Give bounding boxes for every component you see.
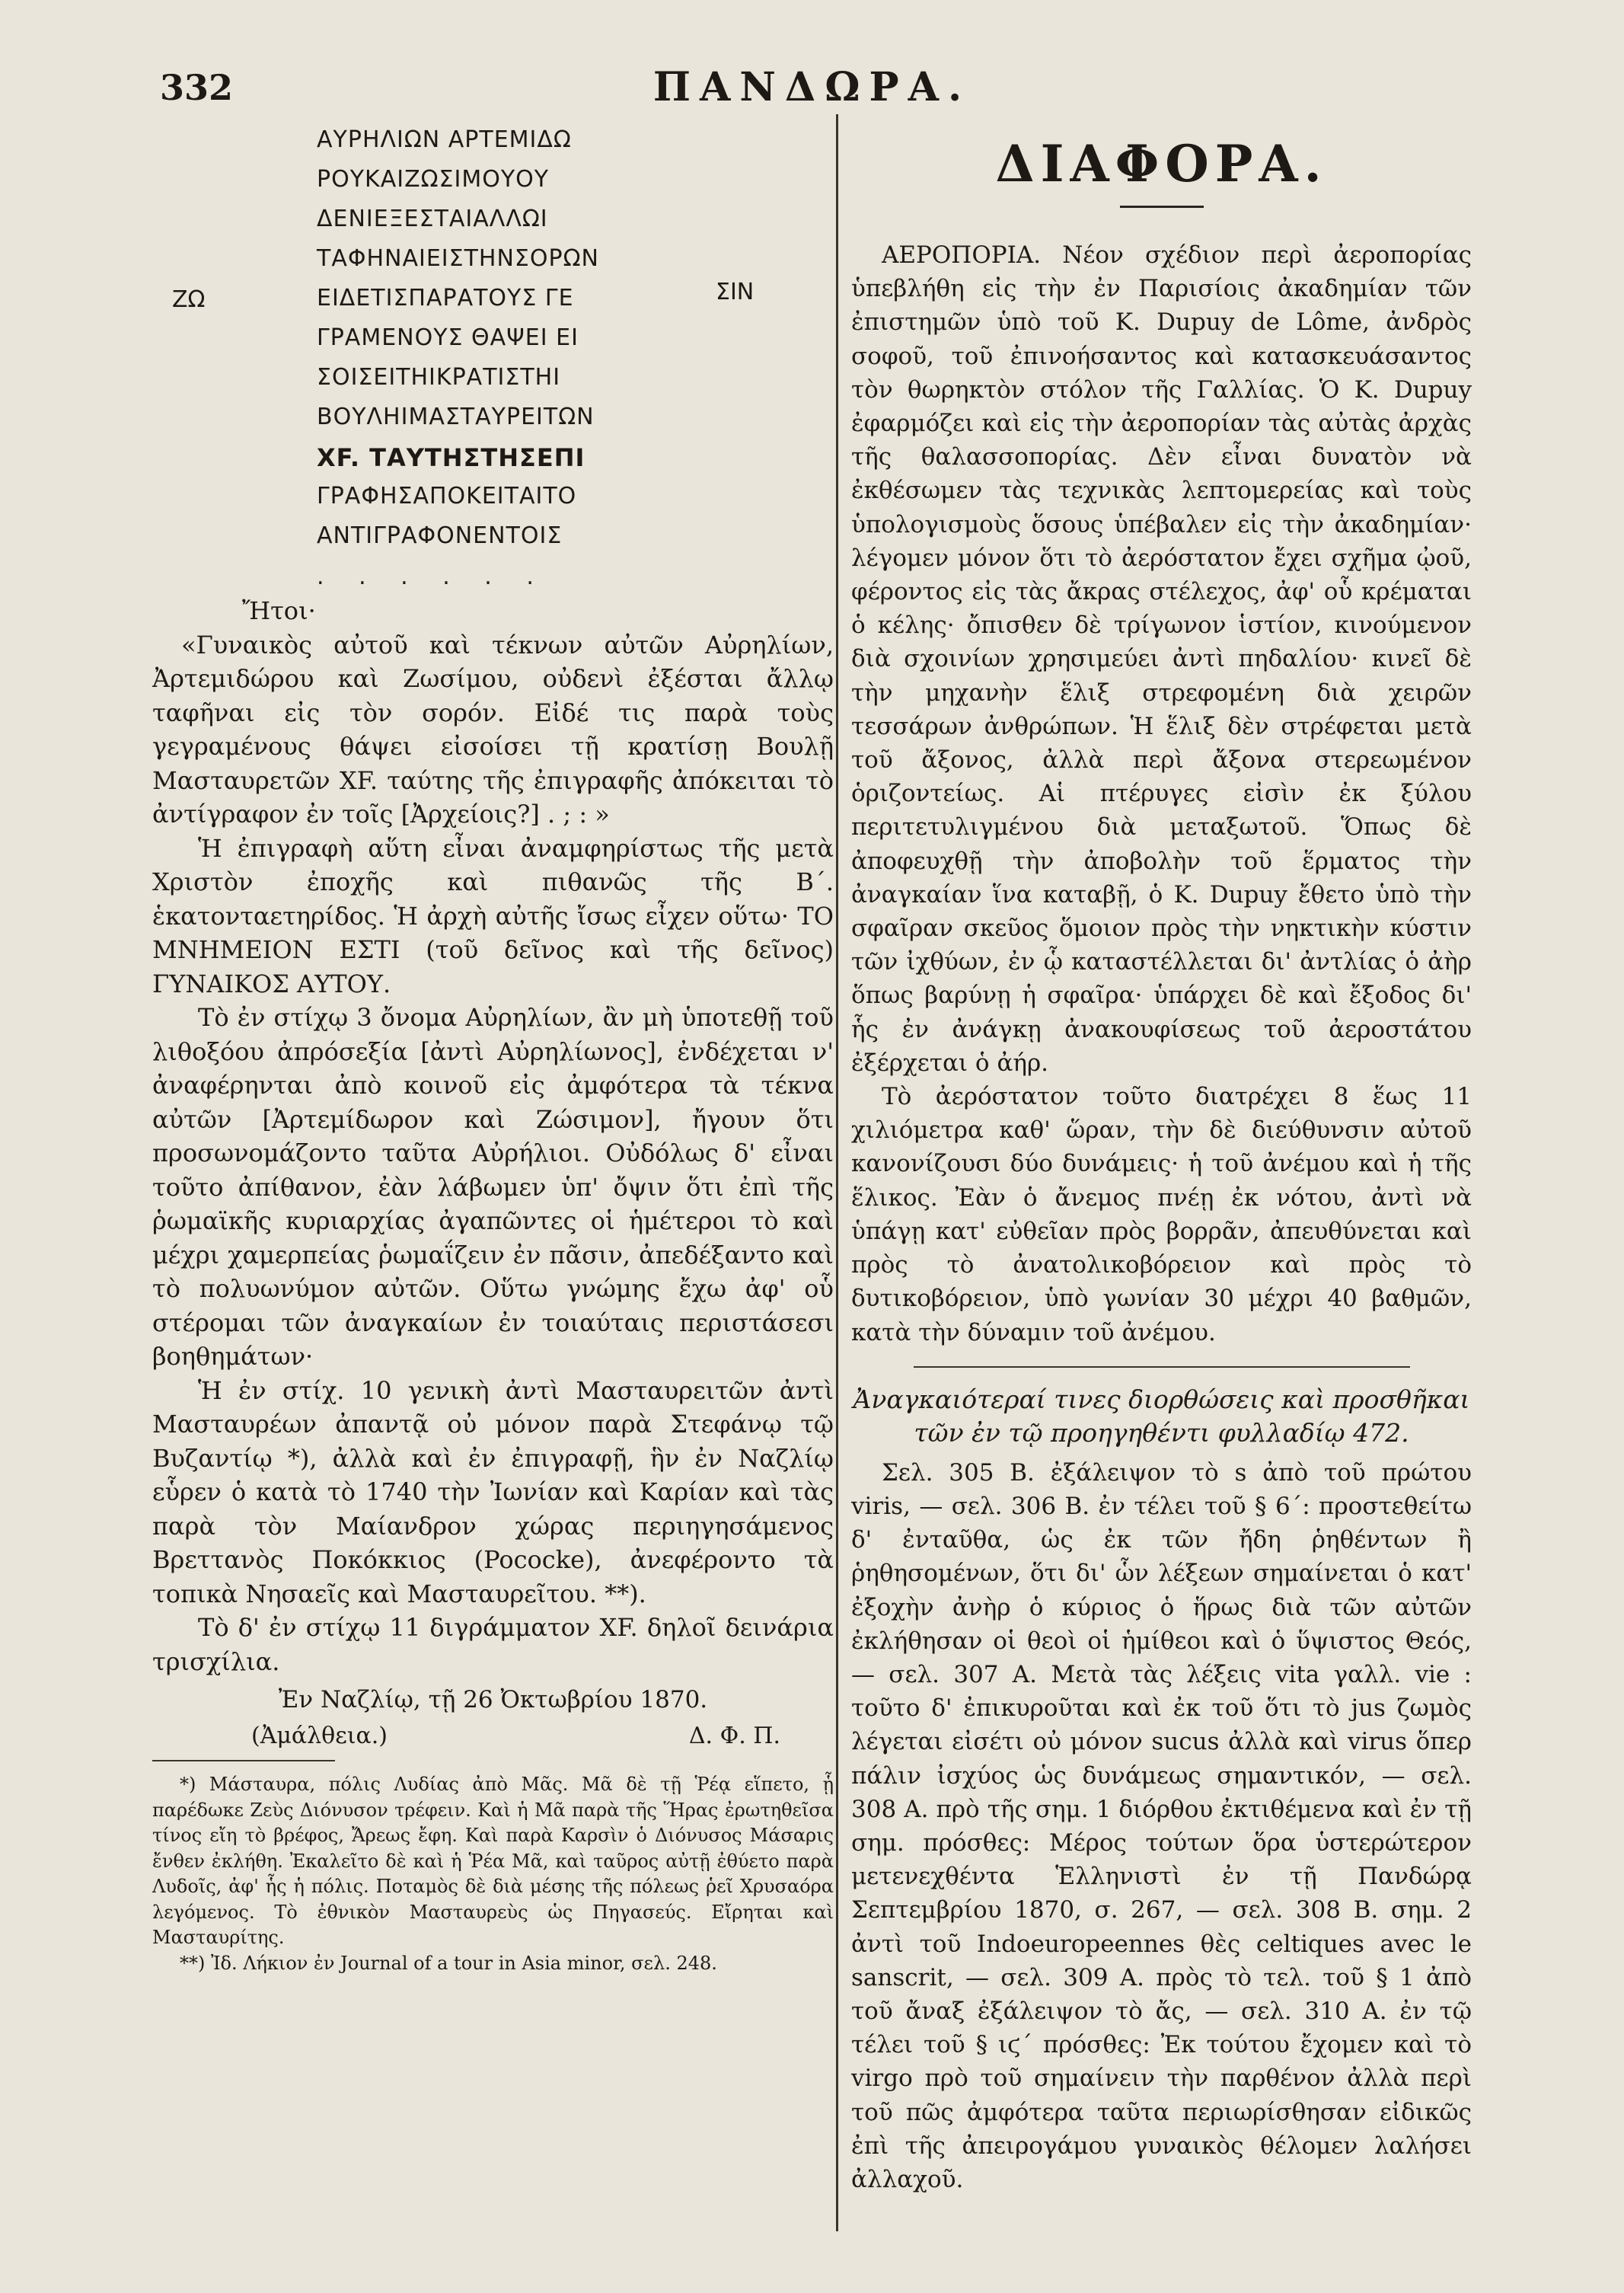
paragraph: Τὸ ἀερόστατον τοῦτο διατρέχει 8 ἕως 11 χιλιόμετρα καθ' ὥραν, τὴν δὲ διεύθυνσιν αὐτοῦ κανονίζουσι δύο δυνάμεις· ἡ τοῦ ἀνέμου καὶ ἡ τῆς ἕλικος. Ἐὰν ὁ ἄνεμος πνέῃ ἐκ νότου, ἀντὶ νὰ ὑπάγῃ κατ' εὐθεῖαν πρὸς βορρᾶν, ἀπευθύνεται καὶ πρὸς τὸ ἀνατολικοβόρειον καὶ πρὸς τὸ δυτικοβόρειον, ὑπὸ γωνίαν 30 μέχρι 40 βαθμῶν, κατὰ τὴν δύναμιν τοῦ ἀνέμου. — [851, 1083, 1472, 1346]
inscription-block — [152, 126, 834, 599]
signature-row — [152, 1723, 834, 1749]
inscription-line: ΒΟΥΛΗΙΜΑΣΤΑΥΡΕΙΤΩΝ — [317, 404, 595, 430]
paragraph: ΑΕΡΟΠΟΡΙΑ. Νέον σχέδιον περὶ ἀεροπορίας ὑπεβλήθη εἰς τὴν ἐν Παρισίοις ἀκαδημίαν τῶν ἐπιστημῶν ὑπὸ τοῦ Κ. Dupuy de Lôme, ἀνδρὸς σοφοῦ, τοῦ ἐπινοήσαντος καὶ κατασκευάσαντος τὸν θωρηκτὸν στόλον τῆς Γαλλίας. Ὁ Κ. Dupuy ἐφαρμόζει καὶ εἰς τὴν ἀεροπορίαν τὰς αὐτὰς ἀρχὰς τῆς θαλασσοπορίας. Δὲν εἶναι δυνατὸν νὰ ἐκθέσωμεν τὰς τεχνικὰς λεπτομερείας καὶ τοὺς ὑπολογισμοὺς ὅσους ὑπέβαλεν εἰς τὴν ἀκαδημίαν· λέγομεν μόνον ὅτι τὸ ἀερόστατον ἔχει σχῆμα ᾠοῦ, φέροντος εἰς τὰς ἄκρας στέλεχος, ἀφ' οὗ κρέμαται ὁ κέλης· ὄπισθεν δὲ τρίγωνον ἱστίον, κινούμενον διὰ σχοινίων χρησιμεύει ἀντὶ πηδαλίου· κινεῖ δὲ τὴν μηχανὴν ἕλιξ στρεφομένη διὰ χειρῶν τεσσάρων ἀνθρώπων. Ἡ ἕλιξ δὲν στρέφεται μετὰ τοῦ ἄξονος, ἀλλὰ περὶ ἄξονα στερεωμένον ὁριζοντείως. Αἱ πτέρυγες εἰσὶν ἐκ ξύλου περιτετυλιγμένου διὰ μεταξωτοῦ. Ὅπως δὲ ἀποφευχθῇ τὴν ἀποβολὴν τοῦ ἕρματος τὴν ἀναγκαίαν ἵνα καταβῇ, ὁ Κ. Dupuy ἔθετο ὑπὸ τὴν σφαῖραν σκεῦος ὅμοιον πρὸς τὴν νηκτικὴν κύστιν τῶν ἰχθύων, ἐν ᾧ καταστέλλεται δι' ἀντλίας ὁ ἀὴρ ὅπως βαρύνῃ ἡ σφαῖρα· ὑπάρχει δὲ καὶ ἔξοδος δι' ἧς ἐν ἀνάγκῃ ἀνακουφίσεως τοῦ ἀεροστάτου ἐξέρχεται ὁ ἀήρ. — [851, 241, 1472, 1077]
intro-word: Ἤτοι· — [242, 596, 316, 625]
footnote-rule — [152, 1760, 335, 1761]
inscription-dots: . . . . . . — [317, 564, 547, 590]
inscription-line: ΓΡΑΜΕΝΟΥΣ ΘΑΨΕΙ ΕΙ — [317, 324, 579, 351]
inscription-line: ΤΑΦΗΝΑΙΕΙΣΤΗΝΣΟΡΩΝ — [317, 245, 599, 272]
footnote: *) Μάσταυρα, πόλις Λυδίας ἀπὸ Μᾶς. Μᾶ δὲ τῇ Ῥέᾳ εἵπετο, ᾗ παρέδωκε Ζεὺς Διόνυσον τρέφειν. Καὶ ἡ Μᾶ παρὰ τῆς Ἥρας ἐρωτηθεῖσα τίνος εἴη τὸ βρέφος, Ἄρεως ἔφη. Καὶ παρὰ Καρσὶν ὁ Διόνυσος Μάσαρις ἔνθεν ἐκλήθη. Ἐκαλεῖτο δὲ καὶ ἡ Ῥέα Μᾶ, καὶ ταῦρος αὐτῇ ἐθύετο παρὰ Λυδοῖς, ἀφ' ἧς ἡ πόλις. Ποταμὸς δὲ διὰ μέσης τῆς πόλεως ῥεῖ Χρυσαόρα λεγόμενος. Τὸ ἐθνικὸν Μασταυρεὺς ὡς Πηγασεύς. Εἴρηται καὶ Μασταυρίτης. — [152, 1774, 834, 1948]
left-column — [152, 114, 834, 2247]
inscription-line: ΕΙΔΕΤΙΣΠΑΡΑΤΟΥΣ ΓΕ — [317, 285, 574, 311]
inscription-side-left: ΖΩ — [172, 286, 206, 313]
corrections-heading: Ἀναγκαιότεραί τινες διορθώσεις καὶ προσθῆκαι τῶν ἐν τῷ προηγηθέντι φυλλαδίῳ 472. — [853, 1384, 1470, 1448]
inscription-line: XF. ΤΑΥΤΗΣΤΗΣΕΠΙ — [317, 443, 585, 472]
paragraph: Ἡ ἐν στίχ. 10 γενικὴ ἀντὶ Μασταυρειτῶν ἀντὶ Μασταυρέων ἀπαντᾷ οὐ μόνον παρὰ Στεφάνῳ τῷ Βυζαντίῳ *), ἀλλὰ καὶ ἐν ἐπιγραφῇ, ἣν ἐν Ναζλίῳ εὗρεν ὁ κατὰ τὸ 1740 τὴν Ἰωνίαν καὶ Καρίαν καὶ τὰς παρὰ τὸν Μαίανδρον χώρας περιηγησάμενος Βρεττανὸς Ποκόκκιος (Pococke), ἀνεφέροντο τὰ τοπικὰ Νησαεῖς καὶ Μασταυρεῖτου. **). — [152, 1375, 834, 1608]
section-divider — [914, 1366, 1410, 1368]
paragraph: «Γυναικὸς αὐτοῦ καὶ τέκνων αὐτῶν Αὐρηλίων, Ἀρτεμιδώρου καὶ Ζωσίμου, οὐδενὶ ἐξέσται ἄλλῳ ταφῆναι εἰς τὸν σορόν. Εἰδέ τις παρὰ τοὺς γεγραμένους θάψει εἰσοίσει τῇ κρατίσῃ Βουλῇ Μασταυρετῶν XF. ταύτης τῆς ἐπιγραφῆς ἀπόκειται τὸ ἀντίγραφον ἐν τοῖς [Ἀρχείοις?] . ; : » — [152, 630, 834, 829]
column-divider — [836, 114, 838, 2231]
paragraph: Τὸ δ' ἐν στίχῳ 11 διγράμματον XF. δηλοῖ δεινάρια τρισχίλια. — [152, 1613, 834, 1676]
inscription-side-right: ΣΙΝ — [716, 279, 755, 305]
inscription-line: ΑΝΤΙΓΡΑΦΟΝΕΝΤΟΙΣ — [317, 522, 563, 549]
inscription-line: ΓΡΑΦΗΣΑΠΟΚΕΙΤΑΙΤΟ — [317, 483, 577, 509]
right-column — [851, 114, 1472, 2247]
running-title: ΠΑΝΔΩΡΑ. — [652, 64, 972, 110]
corrections-text: Σελ. 305 Β. ἐξάλειψον τὸ s ἀπὸ τοῦ πρώτου viris, — σελ. 306 Β. ἐν τέλει τοῦ § 6΄: προστεθείτω δ' ἐνταῦθα, ὡς ἐκ τῶν ἤδη ῥηθέντων ἢ ῥηθησομένων, ὅτι δι' ὧν λέξεων σημαίνεται ὁ κατ' ἐξοχὴν ἀνὴρ ὁ κύριος ὁ ἥρως διὰ τῶν αὐτῶν ἐκλήθησαν οἱ θεοὶ οἱ ἡμίθεοι καὶ ὁ ὕψιστος Θεός, — σελ. 307 Α. Μετὰ τὰς λέξεις vita γαλλ. vie : τοῦτο δ' ἐπικυροῦται καὶ ἐκ τοῦ ὅτι τὸ jus ζωμὸς λέγεται εἰσέτι οὐ μόνον sucus ἀλλὰ καὶ virus ὅπερ πάλιν ἰσχύος ὡς δυνάμεως σημαντικόν, — σελ. 308 Α. πρὸ τῆς σημ. 1 διόρθου ἐκτιθέμενα καὶ ἐν τῇ σημ. πρόσθες: Μέρος τούτων ὅρα ὑστερώτερον μετενεχθέντα Ἑλληνιστὶ ἐν τῇ Πανδώρᾳ Σεπτεμβρίου 1870, σ. 267, — σελ. 308 Β. σημ. 2 ἀντὶ τοῦ Indoeuropeennes θὲς celtiques avec le sanscrit, — σελ. 309 Α. πρὸς τὸ τελ. τοῦ § 1 ἀπὸ τοῦ ἄναξ ἐξάλειψον τὸ ἄς, — σελ. 310 Α. ἐν τῷ τέλει τοῦ § ιϛ΄ πρόσθες: Ἐκ τούτου ἔχομεν καὶ τὸ virgo πρὸ τοῦ σημαίνειν τὴν παρθένον ἀλλὰ περὶ τοῦ πῶς ἀμφότερα ταῦτα περιωρίσθησαν εἰδικῶς ἐπὶ τῆς ἀπειρογάμου γυναικὸς θέλομεν λαλήσει ἀλλαχοῦ. — [851, 1458, 1472, 2193]
place-date: Ἐν Ναζλίῳ, τῇ 26 Ὀκτωβρίου 1870. — [278, 1686, 708, 1713]
inscription-line: ΔΕΝΙΕΞΕΣΤΑΙΑΛΛΩΙ — [317, 206, 548, 232]
inscription-line: ΑΥΡΗΛΙΩΝ ΑΡΤΕΜΙΔΩ — [317, 126, 572, 153]
footnote: **) Ἰδ. Λήκιον ἐν Journal of a tour in Asia minor, σελ. 248. — [180, 1952, 717, 1974]
author-initials: Δ. Φ. Π. — [688, 1723, 780, 1749]
title-rule — [1120, 206, 1204, 208]
source-label: (Ἀμάλθεια.) — [251, 1723, 388, 1749]
inscription-line: ΡΟΥΚΑΙΖΩΣΙΜΟΥΟΥ — [317, 166, 550, 193]
paragraph: Ἡ ἐπιγραφὴ αὕτη εἶναι ἀναμφηρίστως τῆς μετὰ Χριστὸν ἐποχῆς καὶ πιθανῶς τῆς Β΄. ἑκατονταετηρίδος. Ἡ ἀρχὴ αὐτῆς ἴσως εἶχεν οὕτω· ΤΟ ΜΝΗΜΕΙΟΝ ΕΣΤΙ (τοῦ δεῖνος καὶ τῆς δεῖνος) ΓΥΝΑΙΚΟΣ ΑΥΤΟΥ. — [152, 833, 834, 998]
inscription-line: ΣΟΙΣΕΙΤΗΙΚΡΑΤΙΣΤΗΙ — [317, 364, 561, 391]
paragraph: Τὸ ἐν στίχῳ 3 ὄνομα Αὐρηλίων, ἂν μὴ ὑποτεθῇ τοῦ λιθοξόου ἀπρόσεξία [ἀντὶ Αὐρηλίωνος], ἐνδέχεται ν' ἀναφέρηνται ἀπὸ κοινοῦ εἰς ἀμφότερα τὰ τέκνα αὐτῶν [Ἀρτεμίδωρον καὶ Ζώσιμον], ἤγουν ὅτι προσωνομάζοντο ταῦτα Αὐρήλιοι. Οὐδόλως δ' εἶναι τοῦτο ἀπίθανον, ἐὰν λάβωμεν ὑπ' ὄψιν ὅτι ἐπὶ τῆς ῥωμαϊκῆς κυριαρχίας ἀγαπῶντες οἱ ἡμέτεροι τὸ καὶ μέχρι χαμερπείας ῥωμαΐζειν ἐν πᾶσιν, ἀπεδέξαντο καὶ τὸ πολυωνύμον αὐτῶν. Οὕτω γνώμης ἔχω ἀφ' οὗ στέρομαι τῶν ἀναγκαίων ἐν τοιαύταις περιστάσεσι βοηθημάτων· — [152, 1003, 834, 1371]
section-title: ΔΙΑΦΟΡΑ. — [995, 134, 1328, 193]
page-number: 332 — [160, 67, 234, 108]
